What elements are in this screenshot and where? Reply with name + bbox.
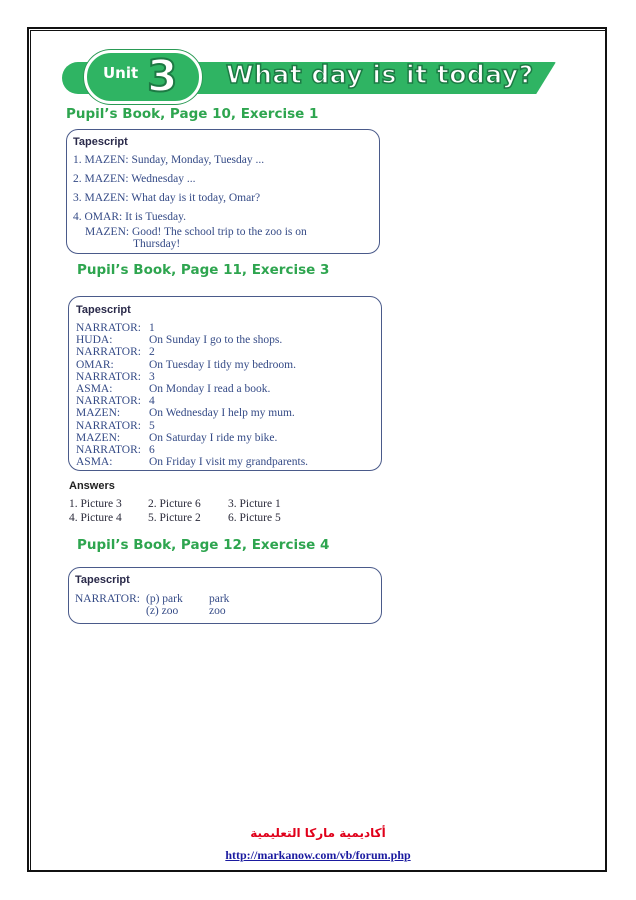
tapescript-title: Tapescript [75, 574, 130, 586]
tapescript-title: Tapescript [73, 136, 128, 148]
speaker-name: MAZEN: [76, 407, 121, 420]
answer-item: 2. Picture 6 [148, 498, 201, 510]
section-heading-page12: Pupil’s Book, Page 12, Exercise 4 [77, 537, 330, 553]
script-line: On Sunday I go to the shops. [149, 334, 283, 347]
speaker-name: NARRATOR: [76, 370, 141, 383]
script-line: 1. MAZEN: Sunday, Monday, Tuesday ... [73, 154, 265, 166]
speaker-name: HUDA: [76, 334, 113, 347]
answer-item: 5. Picture 2 [148, 512, 201, 524]
tapescript-box-page11 [68, 296, 382, 471]
unit-title: What day is it today? [226, 60, 534, 89]
script-line: Thursday! [133, 238, 181, 250]
speaker-name: ASMA: [76, 456, 113, 469]
unit-badge [84, 50, 202, 104]
script-line: 4 [149, 395, 155, 408]
script-line: 1 [149, 322, 155, 334]
tapescript-title: Tapescript [76, 304, 131, 316]
script-line: (p) park [146, 593, 183, 605]
script-line: 5 [149, 419, 155, 432]
answers-title: Answers [69, 480, 115, 492]
speaker-name: OMAR: [76, 358, 114, 371]
script-line: 3 [149, 370, 155, 383]
speaker-name: NARRATOR: [76, 395, 141, 408]
script-line: On Friday I visit my grandparents. [149, 456, 309, 469]
speaker-name: NARRATOR: [76, 444, 141, 456]
speaker-name: NARRATOR: [76, 322, 141, 334]
tapescript-box-page10 [66, 129, 380, 254]
script-line: 6 [149, 444, 155, 456]
unit-banner [62, 51, 560, 102]
footer-arabic-text: أكاديمية ماركا التعليمية [250, 826, 386, 840]
speaker-name: ASMA: [76, 383, 113, 395]
script-line: 2 [149, 346, 155, 359]
answer-item: 6. Picture 5 [228, 512, 281, 524]
speaker-name: NARRATOR: [76, 419, 141, 432]
answer-item: 1. Picture 3 [69, 498, 122, 510]
section-heading-page10: Pupil’s Book, Page 10, Exercise 1 [66, 106, 319, 122]
speaker-name: NARRATOR: [75, 593, 140, 605]
section-heading-page11: Pupil’s Book, Page 11, Exercise 3 [77, 262, 330, 278]
tapescript-box-page12 [68, 567, 382, 624]
script-line: 3. MAZEN: What day is it today, Omar? [73, 192, 261, 204]
answer-item: 4. Picture 4 [69, 512, 122, 524]
script-line: zoo [209, 605, 226, 617]
script-line: On Wednesday I help my mum. [149, 407, 295, 420]
unit-number: 3 [147, 51, 178, 102]
script-line: On Saturday I ride my bike. [149, 431, 278, 444]
speaker-name: NARRATOR: [76, 346, 141, 359]
script-line: (z) zoo [146, 605, 179, 617]
unit-label: Unit [103, 64, 139, 82]
script-line: 4. OMAR: It is Tuesday. [73, 211, 186, 223]
script-line: park [209, 593, 230, 605]
script-line: On Monday I read a book. [149, 383, 271, 395]
script-line: 2. MAZEN: Wednesday ... [73, 173, 196, 185]
script-line: On Tuesday I tidy my bedroom. [149, 358, 296, 371]
footer-link[interactable]: http://markanow.com/vb/forum.php [225, 848, 411, 862]
script-line: MAZEN: Good! The school trip to the zoo is on [85, 226, 307, 238]
answer-item: 3. Picture 1 [228, 498, 281, 510]
speaker-name: MAZEN: [76, 431, 121, 444]
